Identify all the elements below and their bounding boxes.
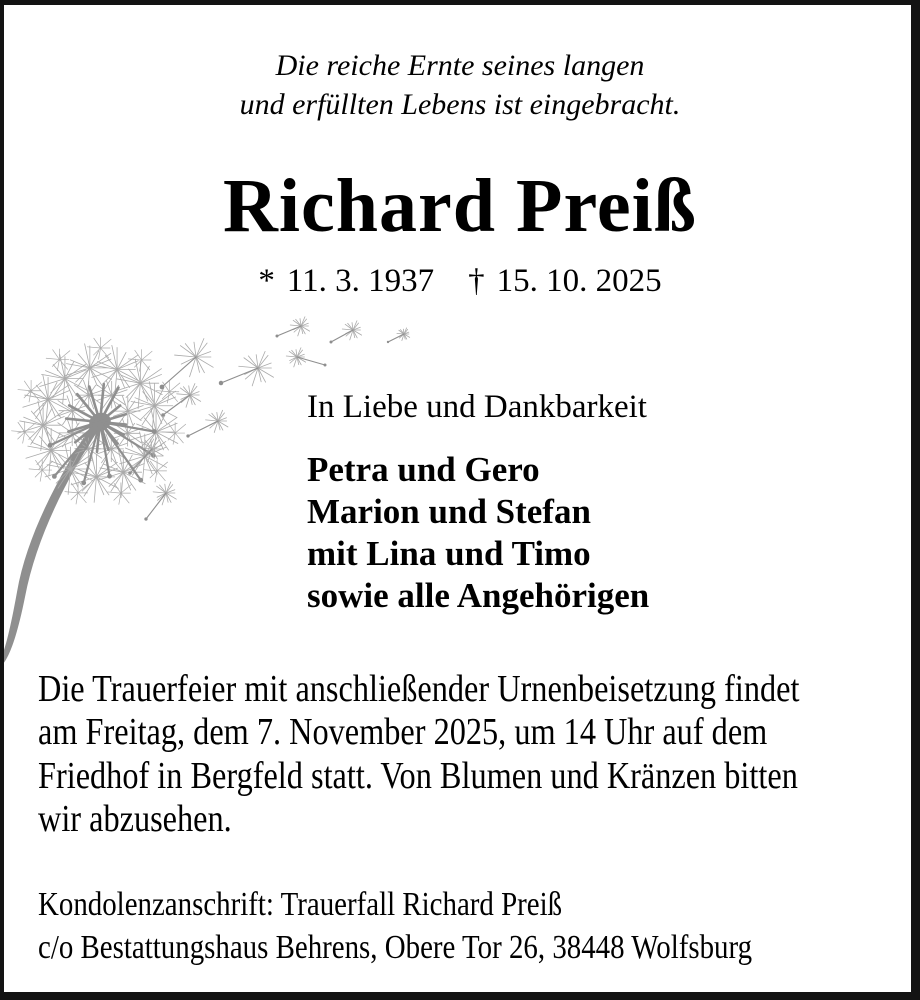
birth-date: 11. 3. 1937: [286, 263, 435, 299]
life-dates: [0, 262, 920, 300]
condolence-line: c/o Bestattungshaus Behrens, Obere Tor 26, 38448 Wolfsburg: [38, 929, 753, 966]
condolence-address: [38, 883, 897, 969]
dedication-line: In Liebe und Dankbarkeit: [307, 389, 647, 425]
birth-asterisk-symbol: *: [258, 263, 275, 299]
funeral-announcement: [38, 668, 897, 841]
funeral-line: am Freitag, dem 7. November 2025, um 14 Uhr auf dem: [38, 711, 768, 754]
funeral-line: Friedhof in Bergfeld statt. Von Blumen und Kränzen bitten: [38, 754, 798, 797]
mourner-line: Petra und Gero: [307, 450, 540, 489]
death-cross-symbol: †: [468, 263, 485, 299]
condolence-line: Kondolenzanschrift: Trauerfall Richard Preiß: [38, 886, 563, 923]
mourner-line: mit Lina und Timo: [307, 534, 591, 573]
mourner-line: Marion und Stefan: [307, 492, 591, 531]
epigraph: [0, 46, 920, 124]
funeral-line: Die Trauerfeier mit anschließender Urnenbeisetzung findet: [38, 668, 800, 710]
mourner-line: sowie alle Angehörigen: [307, 576, 650, 615]
funeral-line: wir abzusehen.: [38, 797, 232, 840]
epigraph-line: und erfüllten Lebens ist eingebracht.: [239, 88, 681, 121]
death-date-group: [468, 262, 662, 300]
death-date: 15. 10. 2025: [496, 263, 662, 299]
deceased-name: Richard Preiß: [223, 164, 697, 248]
birth-date-group: [258, 262, 434, 300]
mourners-list: [307, 449, 649, 617]
epigraph-line: Die reiche Ernte seines langen: [275, 49, 645, 82]
